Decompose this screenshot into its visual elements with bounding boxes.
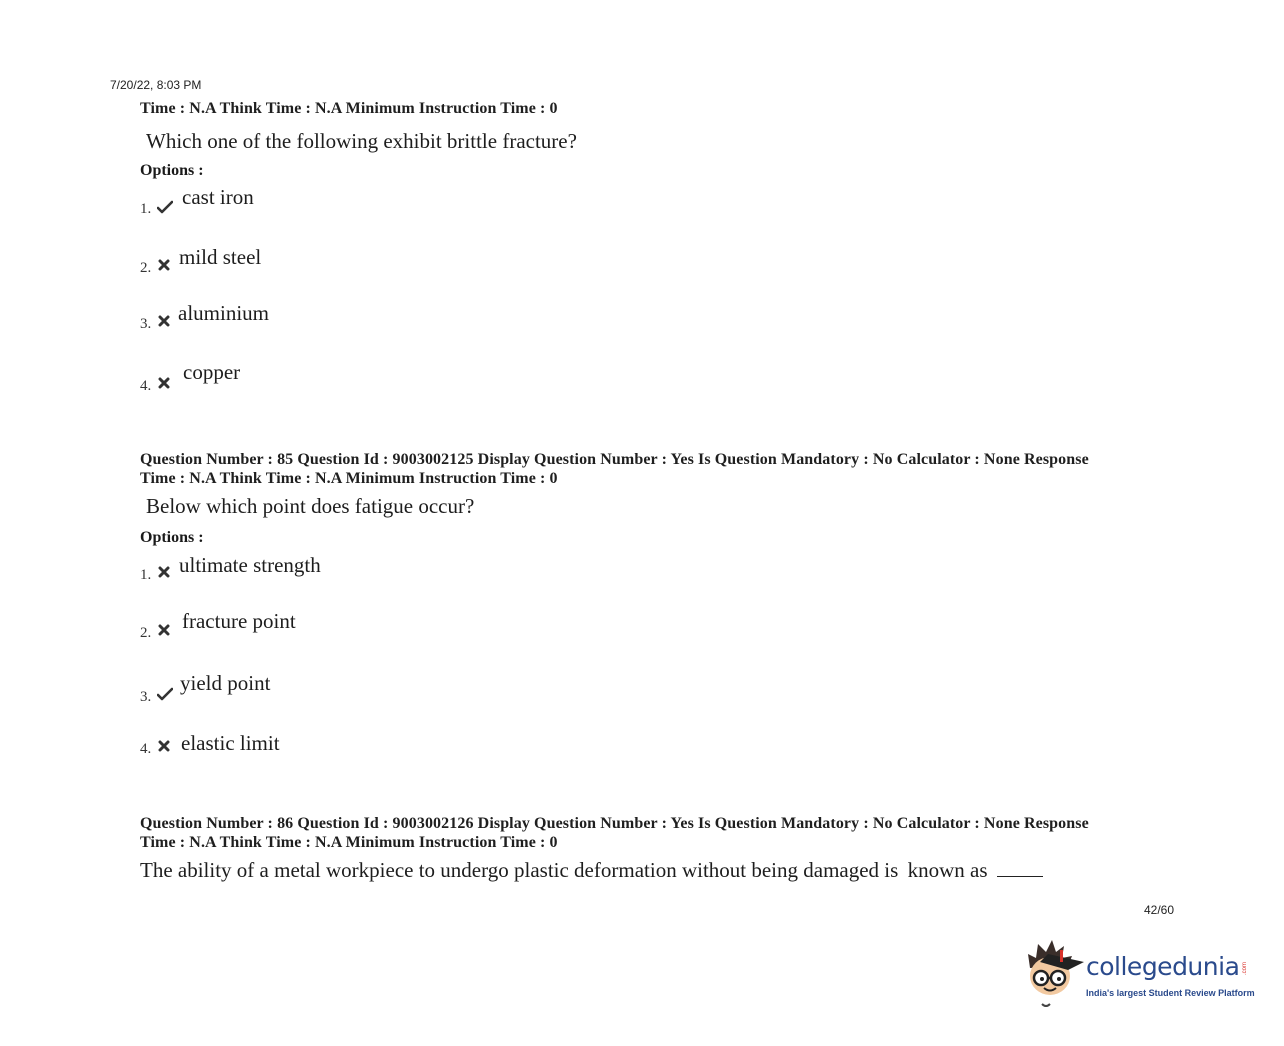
q86-meta-line: Question Number : 86 Question Id : 9003002126 Display Question Number : Yes Is Question Mandatory : No Calculator : None Response bbox=[140, 815, 1089, 832]
brand-suffix: .com bbox=[1242, 962, 1248, 976]
q86-question-part1: The ability of a metal workpiece to undergo plastic deformation without being damaged is bbox=[140, 858, 899, 882]
option-number: 3. bbox=[140, 689, 152, 705]
mascot-icon bbox=[1024, 938, 1086, 1013]
option-number: 2. bbox=[140, 625, 152, 641]
answer-blank bbox=[997, 858, 1043, 877]
cross-icon bbox=[158, 740, 174, 754]
q84-options-label: Options : bbox=[140, 162, 204, 179]
option-text: elastic limit bbox=[181, 731, 280, 755]
cross-icon bbox=[158, 377, 174, 391]
brand-name: collegedunia bbox=[1086, 952, 1240, 981]
q85-meta-line: Question Number : 85 Question Id : 9003002125 Display Question Number : Yes Is Question Mandatory : No Calculator : None Response bbox=[140, 451, 1089, 468]
page-number: 42/60 bbox=[1144, 903, 1175, 917]
check-icon bbox=[157, 200, 173, 214]
cross-icon bbox=[158, 624, 174, 638]
collegedunia-logo bbox=[1024, 938, 1254, 1008]
option-text: fracture point bbox=[182, 609, 296, 633]
option-text: aluminium bbox=[178, 301, 269, 325]
option-number: 1. bbox=[140, 567, 152, 583]
print-timestamp: 7/20/22, 8:03 PM bbox=[110, 78, 202, 92]
cross-icon bbox=[158, 315, 174, 329]
option-number: 4. bbox=[140, 741, 152, 757]
q86-time-line: Time : N.A Think Time : N.A Minimum Instruction Time : 0 bbox=[140, 834, 558, 851]
check-icon bbox=[157, 687, 173, 701]
option-text: yield point bbox=[180, 671, 271, 695]
cross-icon bbox=[158, 566, 174, 580]
q86-question-text bbox=[140, 858, 1043, 883]
q85-question-text: Below which point does fatigue occur? bbox=[146, 494, 475, 518]
q85-options-label: Options : bbox=[140, 529, 204, 546]
option-number: 3. bbox=[140, 316, 152, 332]
option-number: 2. bbox=[140, 260, 152, 276]
brand-tagline: India's largest Student Review Platform bbox=[1086, 988, 1255, 998]
option-text: cast iron bbox=[182, 185, 254, 209]
option-number: 4. bbox=[140, 378, 152, 394]
q84-time-line: Time : N.A Think Time : N.A Minimum Instruction Time : 0 bbox=[140, 100, 558, 117]
option-text: ultimate strength bbox=[179, 553, 321, 577]
q85-time-line: Time : N.A Think Time : N.A Minimum Instruction Time : 0 bbox=[140, 470, 558, 487]
option-text: copper bbox=[183, 360, 241, 384]
option-number: 1. bbox=[140, 201, 152, 217]
option-text: mild steel bbox=[179, 245, 262, 269]
cross-icon bbox=[158, 259, 174, 273]
q84-question-text: Which one of the following exhibit brittle fracture? bbox=[146, 129, 577, 153]
q86-question-part2: known as bbox=[907, 858, 988, 882]
